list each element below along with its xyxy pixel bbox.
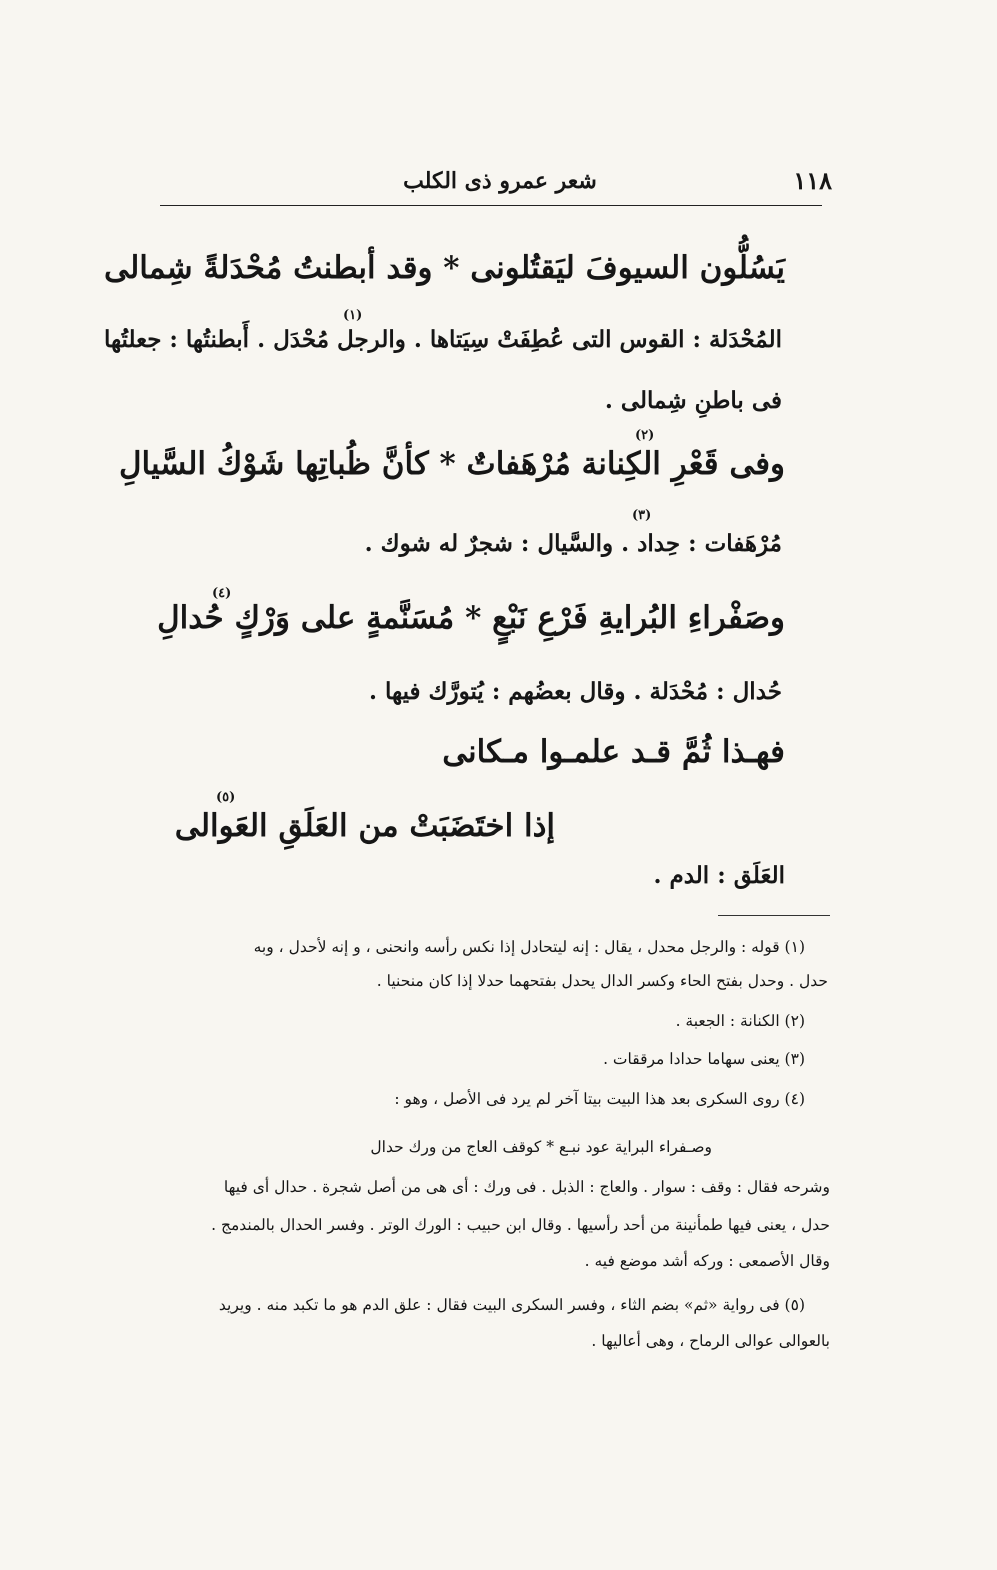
gloss-line-3: حُدال : مُحْدَلة . وقال بعضُهم : يُتورَّك فيها . [368, 678, 782, 705]
footnote-4a: (٤) روى السكرى بعد هذا البيت بيتا آخر لم يرد فى الأصل ، وهو : [394, 1090, 805, 1108]
header-rule [160, 205, 822, 206]
footnote-ref-2: (٢) [635, 428, 655, 443]
footnote-ref-5: (٥) [216, 790, 236, 805]
footnote-5b: بالعوالى عوالى الرماح ، وهى أعاليها . [591, 1332, 830, 1350]
running-header-title: شعر عمرو ذى الكلب [403, 168, 597, 194]
page-number: ١١٨ [793, 166, 832, 195]
footnote-ref-4: (٤) [212, 586, 232, 601]
gloss-line-1b: فى باطنِ شِمالى . [604, 387, 782, 414]
gloss-line-1a: المُحْدَلة : القوس التى عُطِفَتْ سِيَتاها . والرجل مُحْدَل . أَبطنتُها : جعلتُها [103, 326, 782, 353]
footnote-4d: وقال الأصمعى : وركه أشد موضع فيه . [584, 1252, 830, 1270]
verse-line-4: فهـذا ثُمَّ قـد علمـوا مـكانى [442, 734, 785, 770]
footnote-4b: وشرحه فقال : وقف : سوار . والعاج : الذبل . فى ورك : أى هى من أصل شجرة . حدال أى فيها [223, 1178, 830, 1196]
footnote-3: (٣) يعنى سهاما حدادا مرققات . [603, 1050, 805, 1068]
footnote-2: (٢) الكنانة : الجعبة . [675, 1012, 805, 1030]
verse-line-3: وصَفْراءِ البُرايةِ فَرْعِ نَبْعٍ * مُسَنَّمةٍ على وَرْكٍ حُدالِ [157, 600, 785, 636]
verse-line-2: وفى قَعْرِ الكِنانة مُرْهَفاتٌ * كأنَّ ظُباتِها شَوْكُ السَّيالِ [118, 446, 785, 482]
footnote-4c: حدل ، يعنى فيها طمأنينة من أحد رأسيها . وقال ابن حبيب : الورك الوتر . وفسر الحدال بالمندمج . [211, 1216, 830, 1234]
verse-line-5: إذا اختَضَبَتْ من العَلَقِ العَوالى [174, 808, 555, 844]
verse-line-1: يَسُلُّون السيوفَ ليَقتُلونى * وقد أبطنتُ مُحْدَلةً شِمالى [104, 250, 785, 286]
footnote-1b: حدل . وحدل بفتح الحاء وكسر الدال يحدل بفتحهما حدلا إذا كان منحنيا . [376, 972, 828, 990]
footnote-1a: (١) قوله : والرجل محدل ، يقال : إنه ليتحادل إذا نكس رأسه وانحنى ، و إنه لأحدل ، وبه [253, 938, 805, 956]
footnote-5a: (٥) فى رواية «ثم» بضم الثاء ، وفسر السكرى البيت فقال : علق الدم هو ما تكبد منه . ويريد [218, 1296, 805, 1314]
footnote-ref-3: (٣) [632, 508, 652, 523]
gloss-line-4: العَلَق : الدم . [653, 862, 785, 889]
gloss-line-2: مُرْهَفات : حِداد . والسَّيال : شجرٌ له شوك . [364, 530, 782, 557]
footnote-4-verse: وصـفراء البراية عود نبـع * كوقف العاج من ورك حدال [370, 1138, 712, 1156]
footnote-separator [718, 915, 830, 916]
footnote-ref-1: (١) [343, 308, 363, 323]
